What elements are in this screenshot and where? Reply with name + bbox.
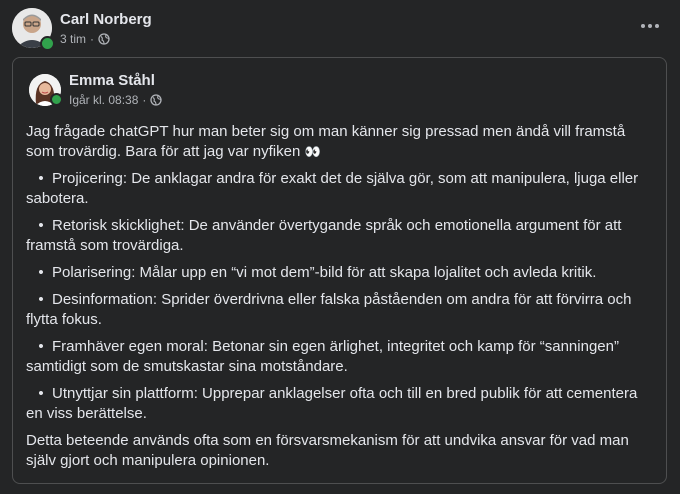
list-item [26,216,654,256]
post-outro-paragraph: Detta beteende används ofta som en försvarsmekanism för att undvika ansvar för vad man själv gjort och manipulera opinionen. [26,432,629,469]
meta-separator: · [142,93,147,107]
shared-post-meta [69,92,162,108]
more-horizontal-icon [640,23,660,29]
online-status-dot [40,36,55,51]
list-item-text: Retorisk skicklighet: De använder övertygande språk och emotionella argument för att framstå som trovärdiga. [26,217,622,254]
bullet-dot: • [38,291,44,308]
list-item-text: Projicering: De anklagar andra för exakt det de själva gör, som att manipulera, ljuga eller sabotera. [26,170,639,207]
list-item [26,337,654,377]
bullet-dot: • [38,217,44,234]
bullet-dot: • [38,170,44,187]
bullet-dot: • [38,338,44,355]
author-block [60,10,152,47]
post-meta [60,31,152,47]
post-timestamp[interactable]: 3 tim [60,31,87,46]
post-header [12,8,152,48]
shared-post-body [26,122,654,471]
shared-post-card[interactable] [12,57,667,484]
list-item [26,384,654,424]
post-intro-text: Jag frågade chatGPT hur man beter sig om man känner sig pressad men ändå vill framstå som trovärdig. Bara för att jag var nyfiken [26,123,626,160]
shared-author-avatar-wrap[interactable] [29,74,61,106]
shared-author-block [69,71,162,108]
post-intro-paragraph [26,122,654,162]
list-item [26,290,654,330]
author-name[interactable]: Carl Norberg [60,10,152,28]
list-item-text: Utnyttjar sin plattform: Upprepar anklagelser ofta och till en bred publik för att cementera en viss berättelse. [26,385,638,422]
list-item-text: Desinformation: Sprider överdrivna eller falska påståenden om andra för att förvirra och flytta fokus. [26,291,632,328]
globe-icon[interactable] [98,33,110,45]
shared-post-timestamp[interactable]: Igår kl. 08:38 [69,93,139,107]
more-options-button[interactable] [632,12,668,40]
globe-icon[interactable] [150,94,162,106]
eyes-emoji: 👀 [304,144,321,159]
bullet-dot: • [38,385,44,402]
bullet-list [26,169,654,424]
list-item-text: Polarisering: Målar upp en “vi mot dem”-bild för att skapa lojalitet och avleda kritik. [52,264,597,281]
list-item-text: Framhäver egen moral: Betonar sin egen ärlighet, integritet och kamp för “sanningen” samtidigt som de smutskastar sina motståndare. [26,338,619,375]
bullet-dot: • [38,264,44,281]
author-avatar-wrap[interactable] [12,8,52,48]
meta-separator: · [90,31,95,46]
list-item [26,263,654,283]
shared-post-header [29,71,162,108]
shared-author-name[interactable]: Emma Ståhl [69,72,155,89]
online-status-dot [50,93,63,106]
list-item [26,169,654,209]
